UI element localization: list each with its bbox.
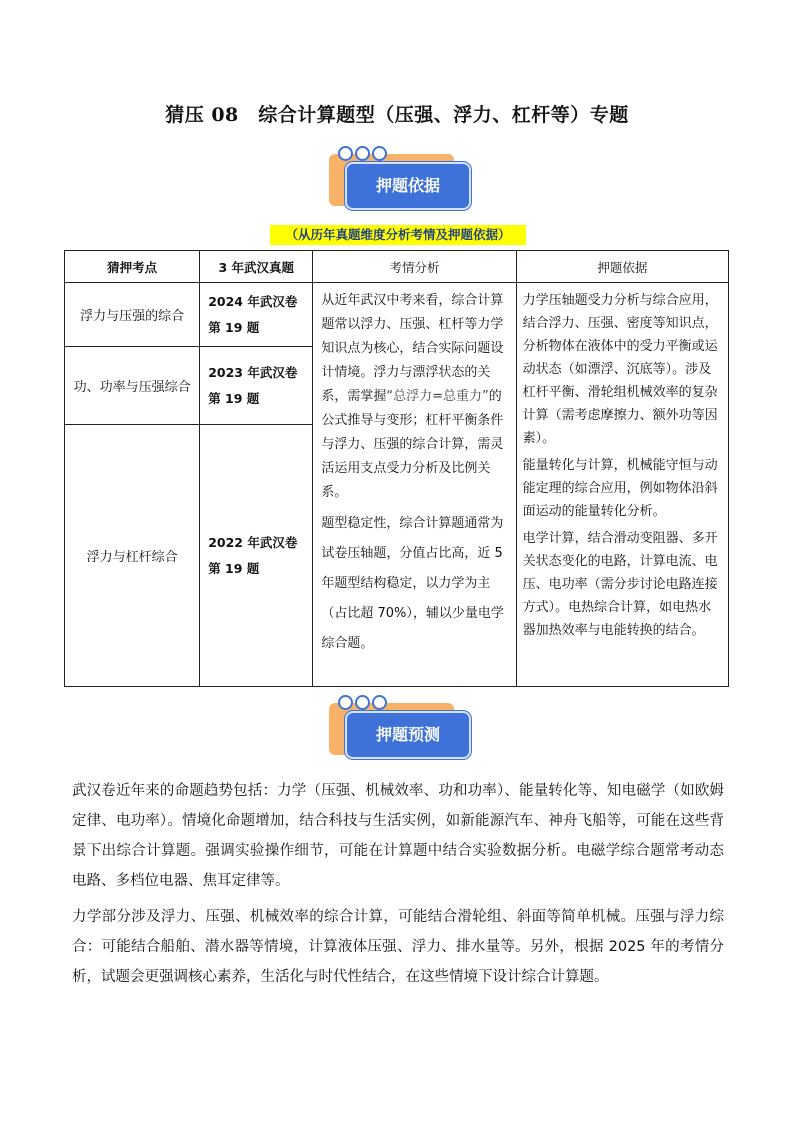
badge-prediction-label: 押题预测: [345, 711, 471, 759]
subnote-highlight: （从历年真题维度分析考情及押题依据）: [270, 225, 526, 245]
basis-paragraph-3: 电学计算，结合滑动变阻器、多开关状态变化的电路，计算电流、电压、电功率（需分步讨论电路连接方式）。电热综合计算，如电热水器加热效率与电能转换的结合。: [522, 531, 718, 638]
basis-paragraph-2: 能量转化与计算，机械能守恒与动能定理的综合应用，例如物体沿斜面运动的能量转化分析。: [522, 458, 718, 519]
analysis-paragraph-2: 题型稳定性，综合计算题通常为试卷压轴题，分值占比高，近 5 年题型结构稳定，以力学为主（占比超 70%），辅以少量电学综合题。: [321, 516, 504, 651]
header-analysis: 考情分析: [313, 251, 516, 283]
badge-basis: [326, 148, 476, 218]
table-header-row: [65, 251, 729, 283]
question-line: 第 19 题: [208, 319, 260, 335]
analysis-cell: [313, 283, 516, 687]
year-line: 2022 年武汉卷: [208, 534, 298, 550]
table-row: [65, 283, 729, 347]
analysis-paragraph: 从近年武汉中考来看，综合计算题常以浮力、压强、杠杆等力学知识点为核心，结合实际问题设计情境。浮力与漂浮状态的关系，需掌握“总浮力=总重力”的公式推导与变形；杠杆平衡条件与浮力、压强的综合计算，需灵活运用支点受力分析及比例关系。: [321, 293, 504, 500]
question-line: 第 19 题: [208, 560, 260, 576]
header-basis: 押题依据: [516, 251, 728, 283]
basis-cell: [516, 283, 728, 687]
page-title: 猜压 08 综合计算题型（压强、浮力、杠杆等）专题: [165, 104, 629, 126]
prediction-paragraph: 武汉卷近年来的命题趋势包括：力学（压强、机械效率、功和功率）、能量转化等、知电磁学（如欧姆定律、电功率）。情境化命题增加，结合科技与生活实例，如新能源汽车、神舟飞船等，可能在这些背景下出综合计算题。强调实验操作细节，可能在计算题中结合实验数据分析。电磁学综合题常考动态电路、多档位电器、焦耳定律等。: [72, 783, 724, 889]
analysis-table: [64, 250, 729, 687]
year-cell: [200, 425, 313, 687]
header-topic: 猜押考点: [65, 251, 200, 283]
topic-cell: 浮力与压强的综合: [65, 283, 200, 347]
header-years: 3 年武汉真题: [200, 251, 313, 283]
prediction-paragraph-2: 力学部分涉及浮力、压强、机械效率的综合计算，可能结合滑轮组、斜面等简单机械。压强与浮力综合：可能结合船舶、潜水器等情境，计算液体压强、浮力、排水量等。另外，根据 2025 年的考情分析，试题会更强调核心素养，生活化与时代性结合，在这些情境下设计综合计算题。: [72, 909, 724, 985]
topic-cell: 浮力与杠杆综合: [65, 425, 200, 687]
year-cell: [200, 347, 313, 425]
ring-binder-icon: [338, 146, 389, 160]
badge-basis-label: 押题依据: [345, 162, 471, 210]
year-line: 2023 年武汉卷: [208, 364, 298, 380]
ring-binder-icon: [338, 695, 389, 709]
year-line: 2024 年武汉卷: [208, 293, 298, 309]
badge-prediction: [326, 697, 476, 767]
year-cell: [200, 283, 313, 347]
basis-paragraph: 力学压轴题受力分析与综合应用，结合浮力、压强、密度等知识点，分析物体在液体中的受力平衡或运动状态（如漂浮、沉底等）。涉及杠杆平衡、滑轮组机械效率的复杂计算（需考虑摩擦力、额外功等因素）。: [522, 293, 718, 446]
analysis-quote: “总浮力=总重力”: [386, 389, 489, 404]
topic-cell: 功、功率与压强综合: [65, 347, 200, 425]
prediction-text: [72, 776, 724, 992]
question-line: 第 19 题: [208, 390, 260, 406]
